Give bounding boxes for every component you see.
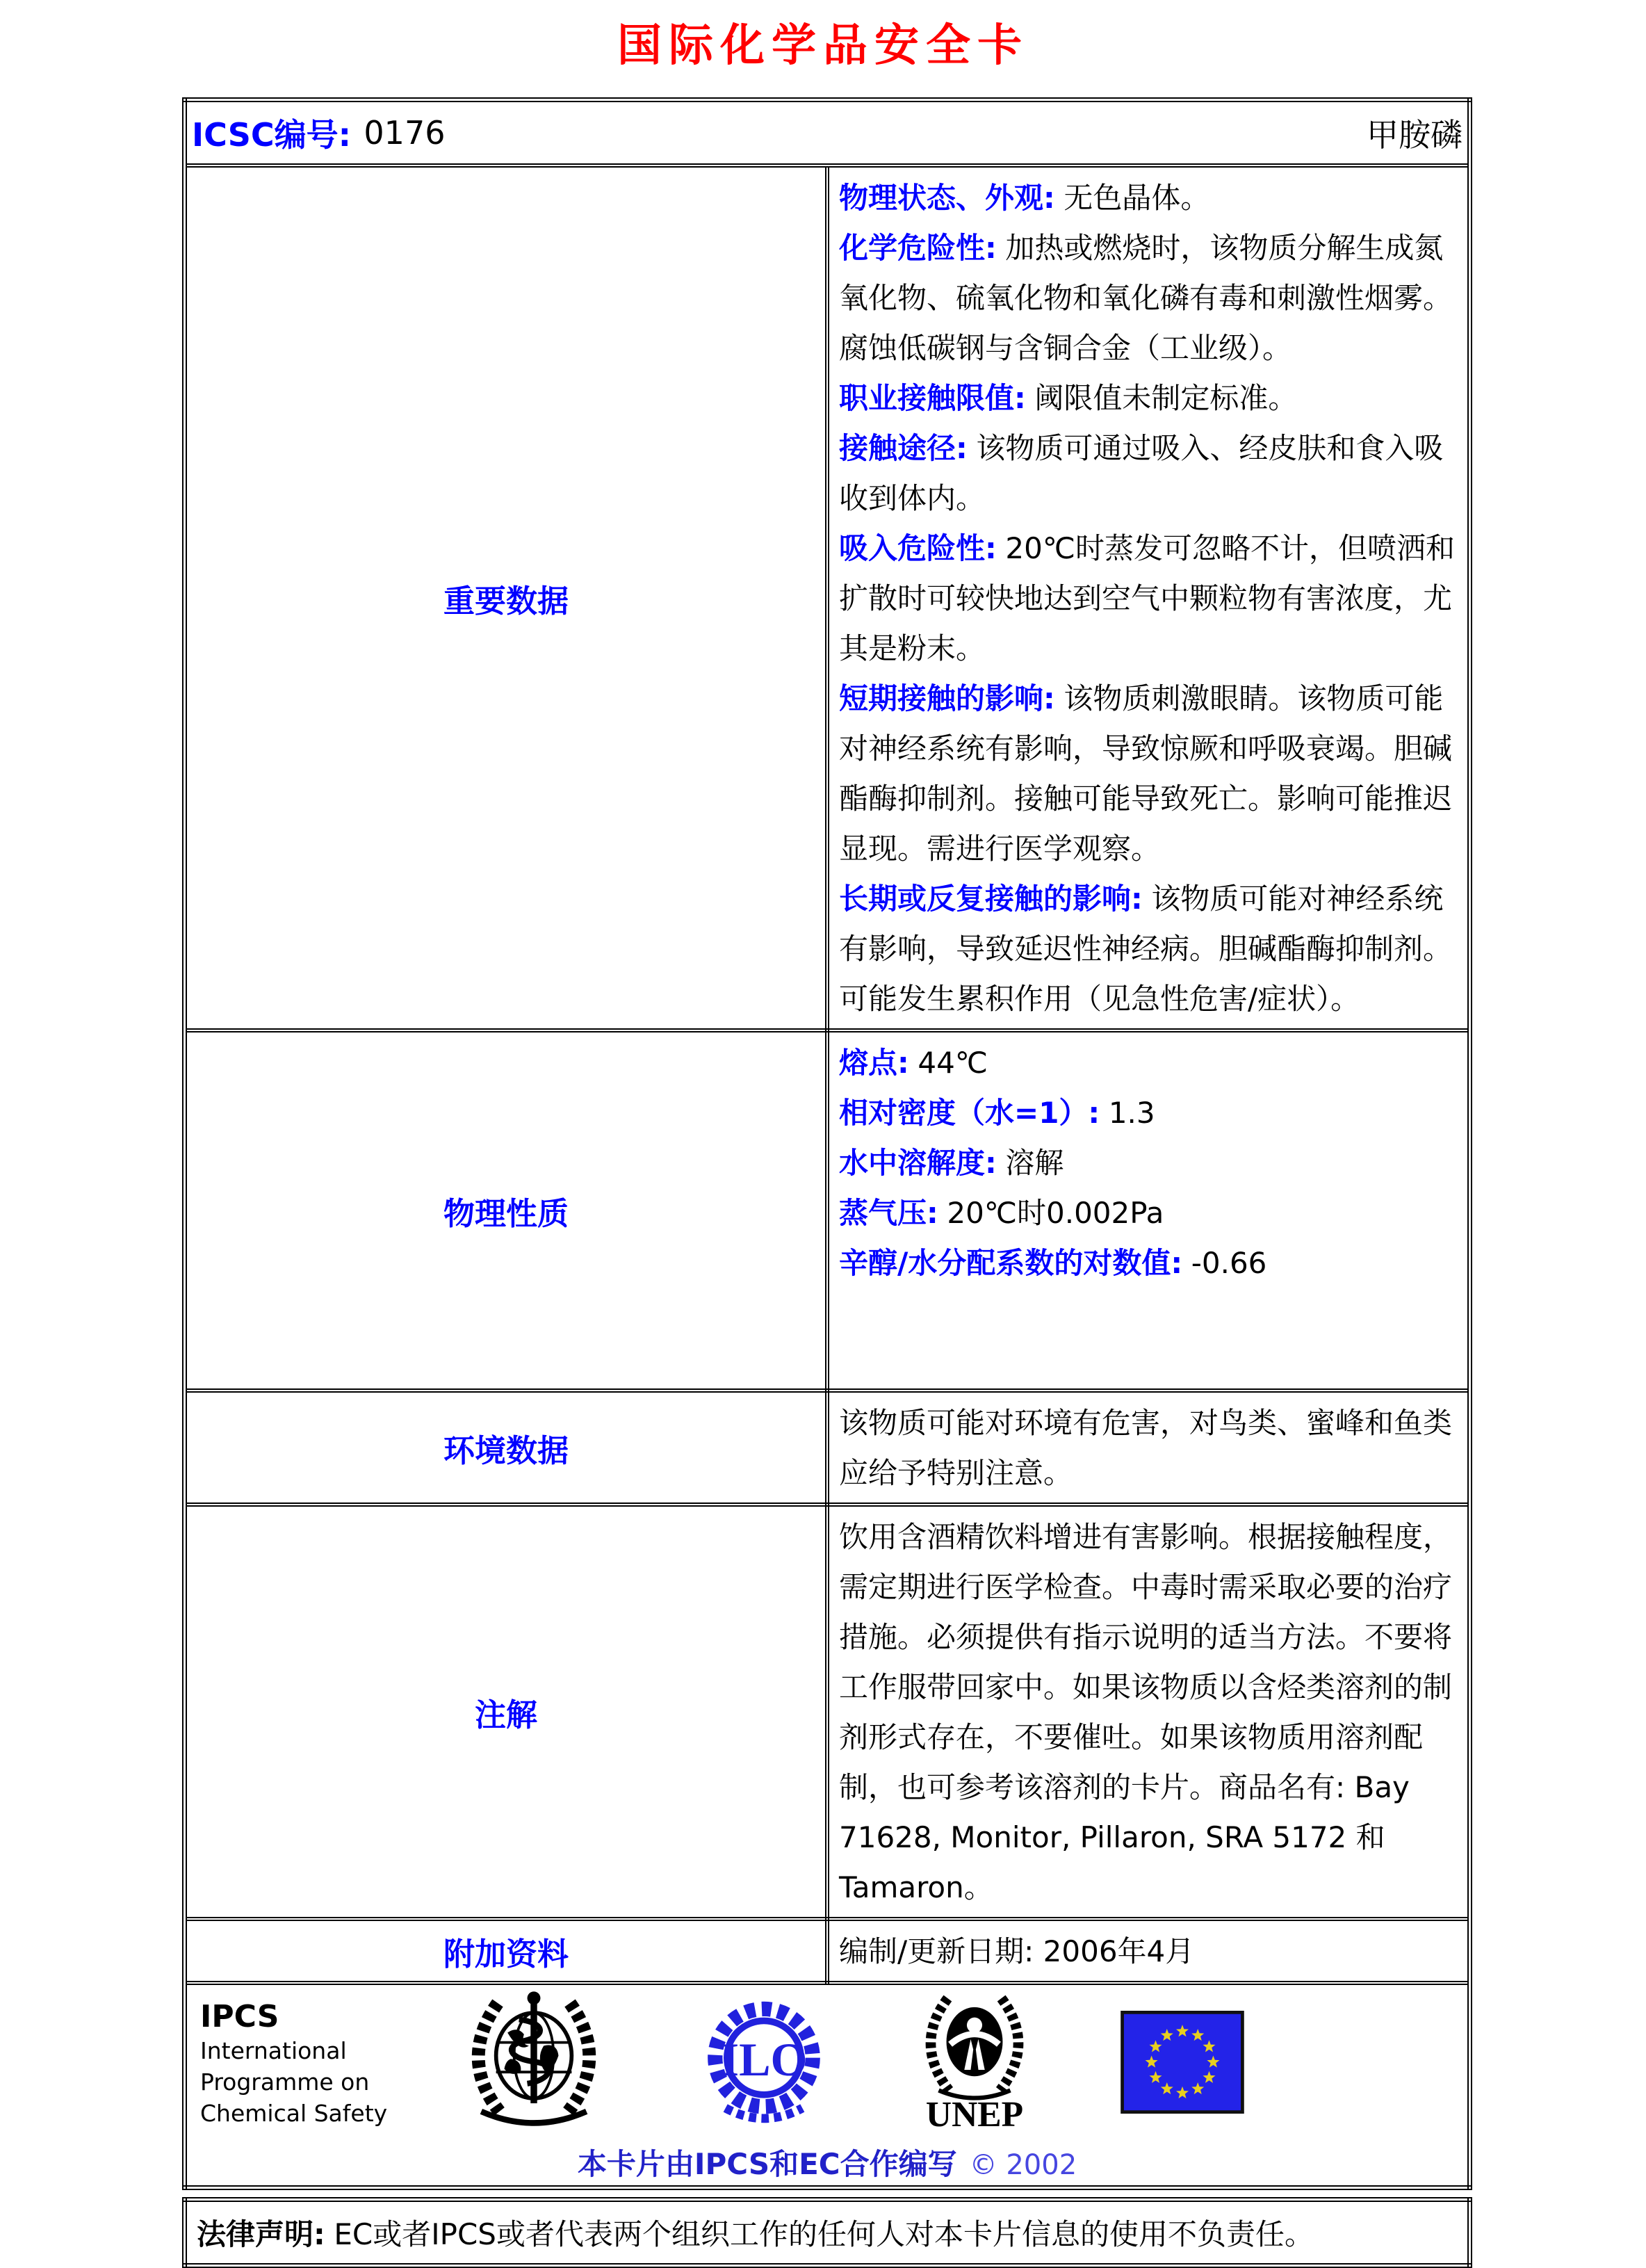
notes-row xyxy=(185,1505,1470,1919)
item-text: 该物质可能对神经系统有影响，导致延迟性神经病。胆碱酯酶抑制剂。可能发生累积作用（见急性危害/症状）。 xyxy=(839,882,1453,1016)
header-row xyxy=(185,100,1470,166)
important-item xyxy=(839,223,1458,373)
ipcs-subtitle-line: International xyxy=(200,2036,347,2064)
environment-heading: 环境数据 xyxy=(185,1391,828,1505)
unep-letters: UNEP xyxy=(925,2094,1024,2134)
ilo-logo-icon xyxy=(690,1993,838,2135)
chemical-name: 甲胺磷 xyxy=(1367,116,1462,154)
item-label: 相对密度（水=1）: xyxy=(839,1096,1100,1130)
copyright-text: © 2002 xyxy=(969,2149,1077,2181)
legal-notice-label: 法律声明: xyxy=(197,2217,325,2251)
who-logo-icon xyxy=(448,1990,620,2137)
important-item xyxy=(839,423,1458,524)
item-label: 蒸气压: xyxy=(839,1196,938,1230)
item-label: 短期接触的影响: xyxy=(839,681,1055,715)
ipcs-subtitle-line: Programme on xyxy=(200,2068,370,2096)
physical-item xyxy=(839,1088,1458,1138)
page-title: 国际化学品安全卡 xyxy=(617,20,1029,72)
icsc-card-table xyxy=(182,97,1472,2190)
important-data-heading: 重要数据 xyxy=(185,165,828,1030)
ipcs-title: IPCS xyxy=(200,1998,279,2034)
item-label: 职业接触限值: xyxy=(839,381,1026,415)
ipcs-text-block xyxy=(195,1999,424,2129)
item-text: 20℃时蒸发可忽略不计，但喷洒和扩散时可较快地达到空气中颗粒物有害浓度，尤其是粉末。 xyxy=(839,531,1456,665)
physical-properties-heading: 物理性质 xyxy=(185,1030,828,1391)
important-item xyxy=(839,874,1458,1024)
important-item xyxy=(839,524,1458,674)
cooperation-caption xyxy=(195,2141,1460,2183)
unep-logo-icon xyxy=(911,1991,1038,2137)
physical-item xyxy=(839,1138,1458,1188)
physical-item xyxy=(839,1238,1458,1288)
item-text: 无色晶体。 xyxy=(1064,181,1210,215)
item-text: 该物质可通过吸入、经皮肤和食入吸收到体内。 xyxy=(839,431,1444,515)
important-item xyxy=(839,674,1458,874)
ipcs-subtitle-line: Chemical Safety xyxy=(200,2099,388,2127)
notes-heading: 注解 xyxy=(185,1505,828,1919)
additional-info-row xyxy=(185,1919,1470,1983)
item-label: 辛醇/水分配系数的对数值: xyxy=(839,1246,1183,1280)
item-text: 阈限值未制定标准。 xyxy=(1034,381,1298,415)
item-label: 水中溶解度: xyxy=(839,1146,997,1180)
important-data-row xyxy=(185,165,1470,1030)
item-label: 接触途径: xyxy=(839,431,968,465)
item-label: 长期或反复接触的影响: xyxy=(839,882,1143,916)
item-label: 熔点: xyxy=(839,1046,909,1080)
legal-notice-text: EC或者IPCS或者代表两个组织工作的任何人对本卡片信息的使用不负责任。 xyxy=(334,2217,1314,2251)
item-text: 该物质刺激眼睛。该物质可能对神经系统有影响，导致惊厥和呼吸衰竭。胆碱酯酶抑制剂。接触可能导致死亡。影响可能推迟显现。需进行医学观察。 xyxy=(839,681,1453,866)
environment-row xyxy=(185,1391,1470,1505)
item-text: 20℃时0.002Pa xyxy=(947,1196,1164,1230)
physical-item xyxy=(839,1188,1458,1238)
important-item xyxy=(839,173,1458,223)
item-text: 1.3 xyxy=(1108,1096,1155,1130)
item-label: 物理状态、外观: xyxy=(839,181,1055,215)
physical-item xyxy=(839,1038,1458,1088)
eu-flag-icon xyxy=(1121,2011,1244,2116)
additional-info-heading: 附加资料 xyxy=(185,1919,828,1983)
legal-notice-table xyxy=(182,2197,1472,2268)
item-text: 加热或燃烧时，该物质分解生成氮氧化物、硫氧化物和氧化磷有毒和刺激性烟雾。腐蚀低碳钢与含铜合金（工业级）。 xyxy=(839,231,1453,365)
caption-text: 本卡片由IPCS和EC合作编写 xyxy=(577,2147,957,2181)
item-label: 化学危险性: xyxy=(839,231,997,265)
legal-notice-row xyxy=(185,2200,1470,2266)
notes-text: 饮用含酒精饮料增进有害影响。根据接触程度，需定期进行医学检查。中毒时需采取必要的治疗措施。必须提供有指示说明的适当方法。不要将工作服带回家中。如果该物质以含烃类溶剂的制剂形式存在，不要催吐。如果该物质用溶剂配制，也可参考该溶剂的卡片。商品名有: Bay 71628, Monitor, Pillaron, SRA 5172 和 Tamaron。 xyxy=(839,1520,1453,1904)
additional-info-text: 编制/更新日期: 2006年4月 xyxy=(839,1934,1195,1968)
icsc-number-label: ICSC编号: xyxy=(192,116,352,154)
ilo-letters: ILO xyxy=(720,2033,808,2087)
item-label: 吸入危险性: xyxy=(839,531,997,565)
important-item xyxy=(839,373,1458,423)
icsc-number-value: 0176 xyxy=(364,114,446,152)
environment-text: 该物质可能对环境有危害，对鸟类、蜜峰和鱼类应给予特别注意。 xyxy=(839,1406,1453,1490)
item-text: -0.66 xyxy=(1191,1246,1267,1280)
item-text: 溶解 xyxy=(1005,1146,1064,1180)
physical-properties-row xyxy=(185,1030,1470,1391)
logos-row xyxy=(185,1983,1470,2188)
item-text: 44℃ xyxy=(918,1046,988,1080)
